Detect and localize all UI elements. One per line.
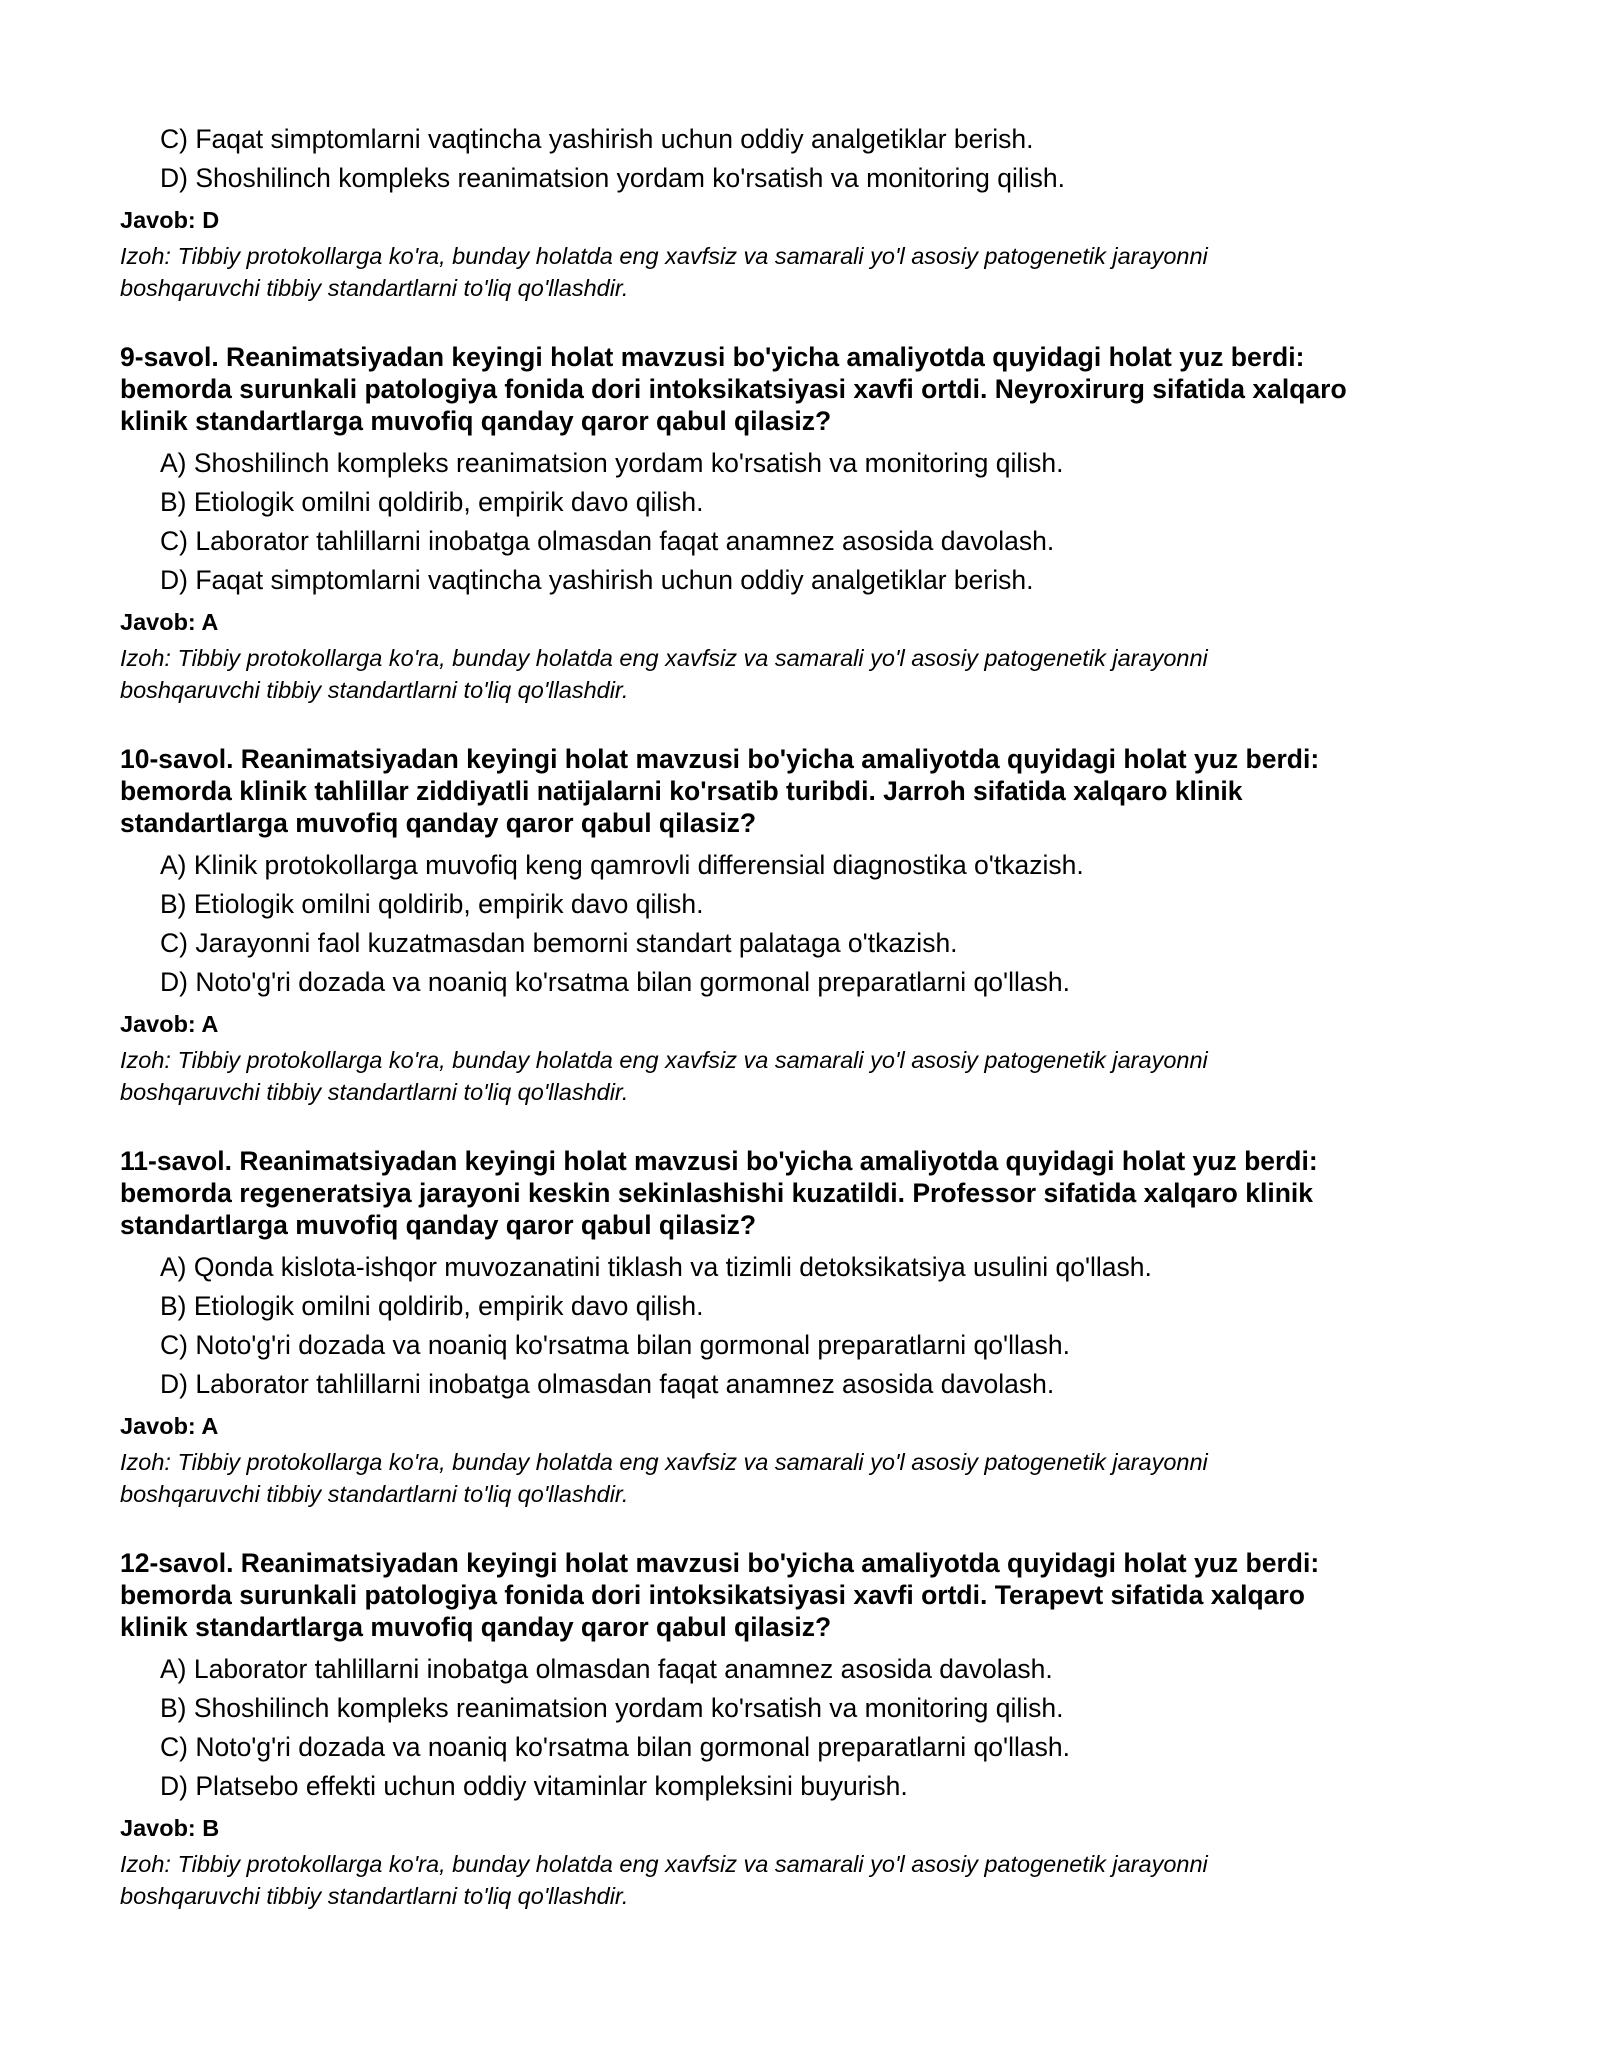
explanation-note [120, 1848, 1480, 1912]
question-8-continuation [120, 120, 1480, 304]
question-text [120, 341, 1480, 437]
answer-label: Javob: A [120, 1011, 219, 1037]
explanation-note [120, 1446, 1480, 1510]
question-line: standartlarga muvofiq qanday qaror qabul qilasiz? [120, 1210, 757, 1240]
question-line: bemorda regeneratsiya jarayoni keskin sekinlashishi kuzatildi. Professor sifatida xalqaro klinik [120, 1178, 1313, 1208]
option-d: D) Noto'g'ri dozada va noaniq ko'rsatma bilan gormonal preparatlarni qo'llash. [160, 967, 1070, 997]
question-line: klinik standartlarga muvofiq qanday qaror qabul qilasiz? [120, 406, 832, 436]
explanation-note [120, 642, 1480, 706]
explanation-line: boshqaruvchi tibbiy standartlarni to'liq qo'llashdir. [120, 1883, 629, 1909]
answer-label: Javob: D [120, 207, 220, 233]
explanation-line: Izoh: Tibbiy protokollarga ko'ra, bunday holatda eng xavfsiz va samarali yo'l asosiy patogenetik jarayonni [120, 1851, 1208, 1877]
explanation-line: Izoh: Tibbiy protokollarga ko'ra, bunday holatda eng xavfsiz va samarali yo'l asosiy patogenetik jarayonni [120, 1047, 1208, 1073]
option-d: D) Platsebo effekti uchun oddiy vitaminlar kompleksini buyurish. [160, 1771, 908, 1801]
explanation-line: Izoh: Tibbiy protokollarga ko'ra, bunday holatda eng xavfsiz va samarali yo'l asosiy patogenetik jarayonni [120, 1449, 1208, 1475]
question-text [120, 1547, 1480, 1643]
explanation-line: Izoh: Tibbiy protokollarga ko'ra, bunday holatda eng xavfsiz va samarali yo'l asosiy patogenetik jarayonni [120, 243, 1208, 269]
question-text [120, 743, 1480, 839]
question-12 [120, 1547, 1480, 1912]
question-line: bemorda surunkali patologiya fonida dori intoksikatsiyasi xavfi ortdi. Terapevt sifatida xalqaro [120, 1580, 1305, 1610]
question-line: 10-savol. Reanimatsiyadan keyingi holat mavzusi bo'yicha amaliyotda quyidagi holat yuz berdi: [120, 744, 1320, 774]
option-b: B) Etiologik omilni qoldirib, empirik davo qilish. [160, 1291, 704, 1321]
explanation-note [120, 240, 1480, 304]
question-text [120, 1145, 1480, 1241]
question-line: 11-savol. Reanimatsiyadan keyingi holat mavzusi bo'yicha amaliyotda quyidagi holat yuz berdi: [120, 1146, 1318, 1176]
question-11 [120, 1145, 1480, 1510]
option-a: A) Laborator tahlillarni inobatga olmasdan faqat anamnez asosida davolash. [160, 1654, 1053, 1684]
explanation-note [120, 1044, 1480, 1108]
option-c: C) Laborator tahlillarni inobatga olmasdan faqat anamnez asosida davolash. [160, 526, 1055, 556]
option-d: D) Shoshilinch kompleks reanimatsion yordam ko'rsatish va monitoring qilish. [160, 163, 1065, 193]
question-line: bemorda surunkali patologiya fonida dori intoksikatsiyasi xavfi ortdi. Neyroxirurg sifatida xalqaro [120, 374, 1347, 404]
option-c: C) Noto'g'ri dozada va noaniq ko'rsatma bilan gormonal preparatlarni qo'llash. [160, 1732, 1070, 1762]
question-line: klinik standartlarga muvofiq qanday qaror qabul qilasiz? [120, 1612, 832, 1642]
explanation-line: Izoh: Tibbiy protokollarga ko'ra, bunday holatda eng xavfsiz va samarali yo'l asosiy patogenetik jarayonni [120, 645, 1208, 671]
explanation-line: boshqaruvchi tibbiy standartlarni to'liq qo'llashdir. [120, 1079, 629, 1105]
answer-label: Javob: A [120, 609, 219, 635]
question-9 [120, 341, 1480, 706]
option-c: C) Faqat simptomlarni vaqtincha yashirish uchun oddiy analgetiklar berish. [160, 124, 1034, 154]
option-d: D) Faqat simptomlarni vaqtincha yashirish uchun oddiy analgetiklar berish. [160, 565, 1034, 595]
option-c: C) Noto'g'ri dozada va noaniq ko'rsatma bilan gormonal preparatlarni qo'llash. [160, 1330, 1070, 1360]
option-c: C) Jarayonni faol kuzatmasdan bemorni standart palataga o'tkazish. [160, 928, 958, 958]
answer-label: Javob: B [120, 1815, 220, 1841]
option-b: B) Etiologik omilni qoldirib, empirik davo qilish. [160, 889, 704, 919]
explanation-line: boshqaruvchi tibbiy standartlarni to'liq qo'llashdir. [120, 275, 629, 301]
option-d: D) Laborator tahlillarni inobatga olmasdan faqat anamnez asosida davolash. [160, 1369, 1055, 1399]
option-a: A) Klinik protokollarga muvofiq keng qamrovli differensial diagnostika o'tkazish. [160, 850, 1084, 880]
option-b: B) Shoshilinch kompleks reanimatsion yordam ko'rsatish va monitoring qilish. [160, 1693, 1064, 1723]
option-a: A) Qonda kislota-ishqor muvozanatini tiklash va tizimli detoksikatsiya usulini qo'llash. [160, 1252, 1152, 1282]
option-b: B) Etiologik omilni qoldirib, empirik davo qilish. [160, 487, 704, 517]
question-line: 12-savol. Reanimatsiyadan keyingi holat mavzusi bo'yicha amaliyotda quyidagi holat yuz berdi: [120, 1548, 1320, 1578]
option-a: A) Shoshilinch kompleks reanimatsion yordam ko'rsatish va monitoring qilish. [160, 448, 1064, 478]
explanation-line: boshqaruvchi tibbiy standartlarni to'liq qo'llashdir. [120, 1481, 629, 1507]
question-line: standartlarga muvofiq qanday qaror qabul qilasiz? [120, 808, 757, 838]
answer-label: Javob: A [120, 1413, 219, 1439]
explanation-line: boshqaruvchi tibbiy standartlarni to'liq qo'llashdir. [120, 677, 629, 703]
question-10 [120, 743, 1480, 1108]
question-line: 9-savol. Reanimatsiyadan keyingi holat mavzusi bo'yicha amaliyotda quyidagi holat yuz berdi: [120, 342, 1305, 372]
question-line: bemorda klinik tahlillar ziddiyatli natijalarni ko'rsatib turibdi. Jarroh sifatida xalqaro klinik [120, 776, 1243, 806]
document-page [120, 120, 1480, 1912]
